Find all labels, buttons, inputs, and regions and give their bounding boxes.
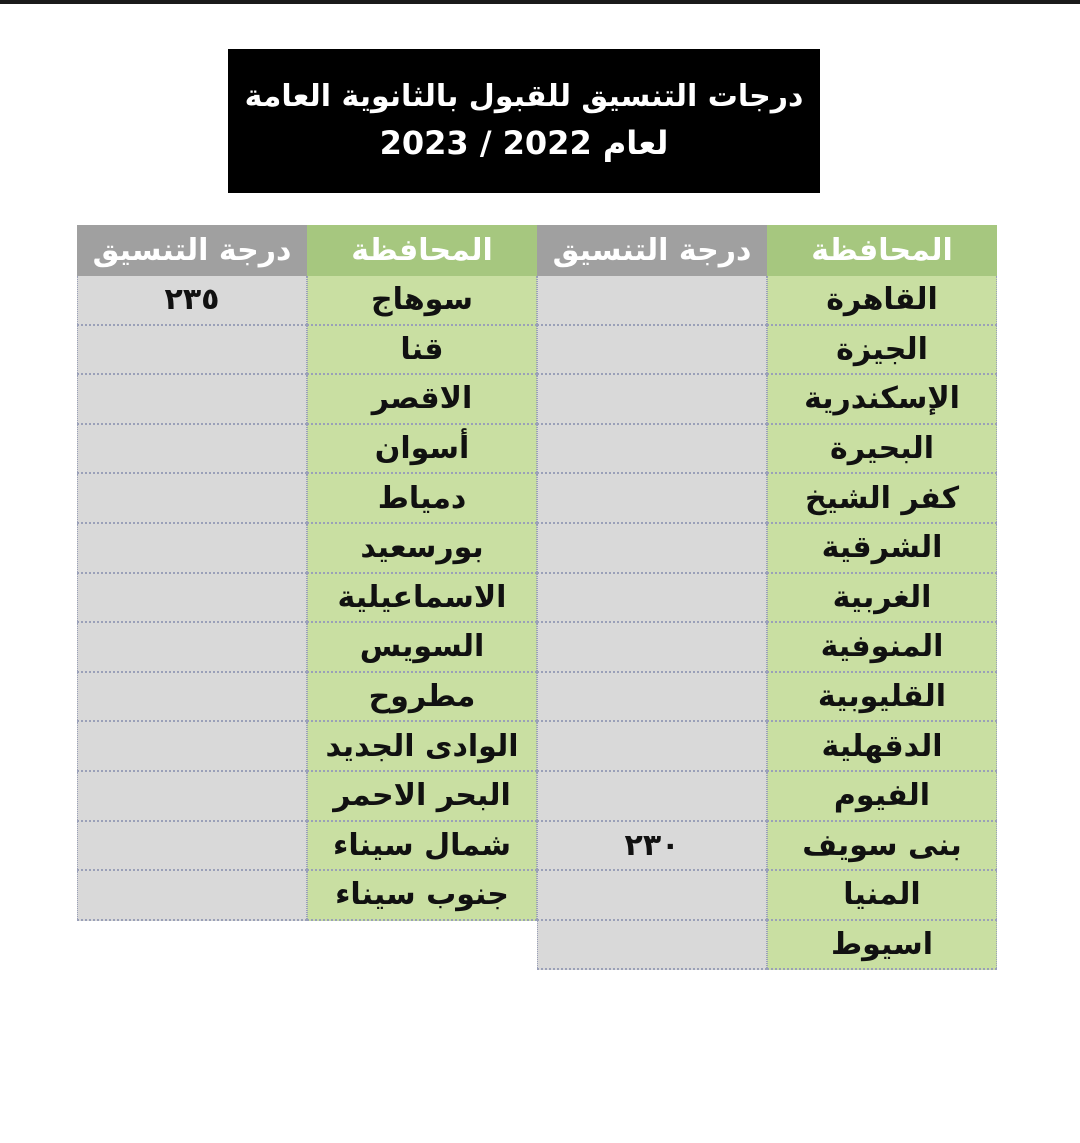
header-score: درجة التنسيق	[537, 225, 767, 276]
governorate-cell: مطروح	[307, 673, 537, 723]
governorate-cell: الدقهلية	[767, 722, 997, 772]
governorate-cell: الفيوم	[767, 772, 997, 822]
score-cell	[537, 276, 767, 326]
header-governorate: المحافظة	[767, 225, 997, 276]
right-score-column	[537, 225, 767, 970]
governorate-cell: شمال سيناء	[307, 822, 537, 872]
governorate-cell: الاقصر	[307, 375, 537, 425]
governorate-cell: اسيوط	[767, 921, 997, 971]
governorate-cell: القليوبية	[767, 673, 997, 723]
score-cell	[537, 871, 767, 921]
score-cell	[537, 326, 767, 376]
score-cell	[537, 474, 767, 524]
score-cell	[537, 722, 767, 772]
governorate-cell: بنى سويف	[767, 822, 997, 872]
governorate-cell: الاسماعيلية	[307, 574, 537, 624]
score-cell	[537, 921, 767, 971]
governorate-cell: دمياط	[307, 474, 537, 524]
score-cell	[77, 673, 307, 723]
top-border	[0, 0, 1080, 4]
score-cell	[77, 772, 307, 822]
left-governorate-column	[307, 225, 537, 921]
score-cell	[537, 574, 767, 624]
governorate-cell: الغربية	[767, 574, 997, 624]
title-line-1: درجات التنسيق للقبول بالثانوية العامة	[244, 79, 804, 114]
score-cell: ٢٣٠	[537, 822, 767, 872]
governorate-cell: المنيا	[767, 871, 997, 921]
left-score-column	[77, 225, 307, 921]
score-cell	[77, 326, 307, 376]
governorate-cell: بورسعيد	[307, 524, 537, 574]
governorate-cell: السويس	[307, 623, 537, 673]
score-cell	[77, 871, 307, 921]
score-cell	[537, 524, 767, 574]
score-cell	[537, 425, 767, 475]
right-governorate-column	[767, 225, 997, 970]
score-cell	[77, 524, 307, 574]
score-cell	[537, 673, 767, 723]
score-cell	[77, 375, 307, 425]
score-cell: ٢٣٥	[77, 276, 307, 326]
score-cell	[77, 722, 307, 772]
header-score: درجة التنسيق	[77, 225, 307, 276]
score-cell	[537, 772, 767, 822]
governorate-cell: جنوب سيناء	[307, 871, 537, 921]
score-cell	[537, 623, 767, 673]
title-box	[228, 49, 820, 193]
governorate-cell: البحيرة	[767, 425, 997, 475]
governorate-cell: أسوان	[307, 425, 537, 475]
governorate-cell: الإسكندرية	[767, 375, 997, 425]
governorate-cell: سوهاج	[307, 276, 537, 326]
governorate-cell: القاهرة	[767, 276, 997, 326]
header-governorate: المحافظة	[307, 225, 537, 276]
score-cell	[77, 474, 307, 524]
governorate-cell: قنا	[307, 326, 537, 376]
governorate-cell: الوادى الجديد	[307, 722, 537, 772]
title-line-2: لعام 2022 / 2023	[379, 124, 669, 162]
score-cell	[77, 623, 307, 673]
score-cell	[77, 822, 307, 872]
score-cell	[77, 574, 307, 624]
governorate-cell: كفر الشيخ	[767, 474, 997, 524]
governorate-cell: الشرقية	[767, 524, 997, 574]
score-cell	[537, 375, 767, 425]
score-cell	[77, 425, 307, 475]
governorate-cell: الجيزة	[767, 326, 997, 376]
governorate-cell: المنوفية	[767, 623, 997, 673]
governorate-cell: البحر الاحمر	[307, 772, 537, 822]
